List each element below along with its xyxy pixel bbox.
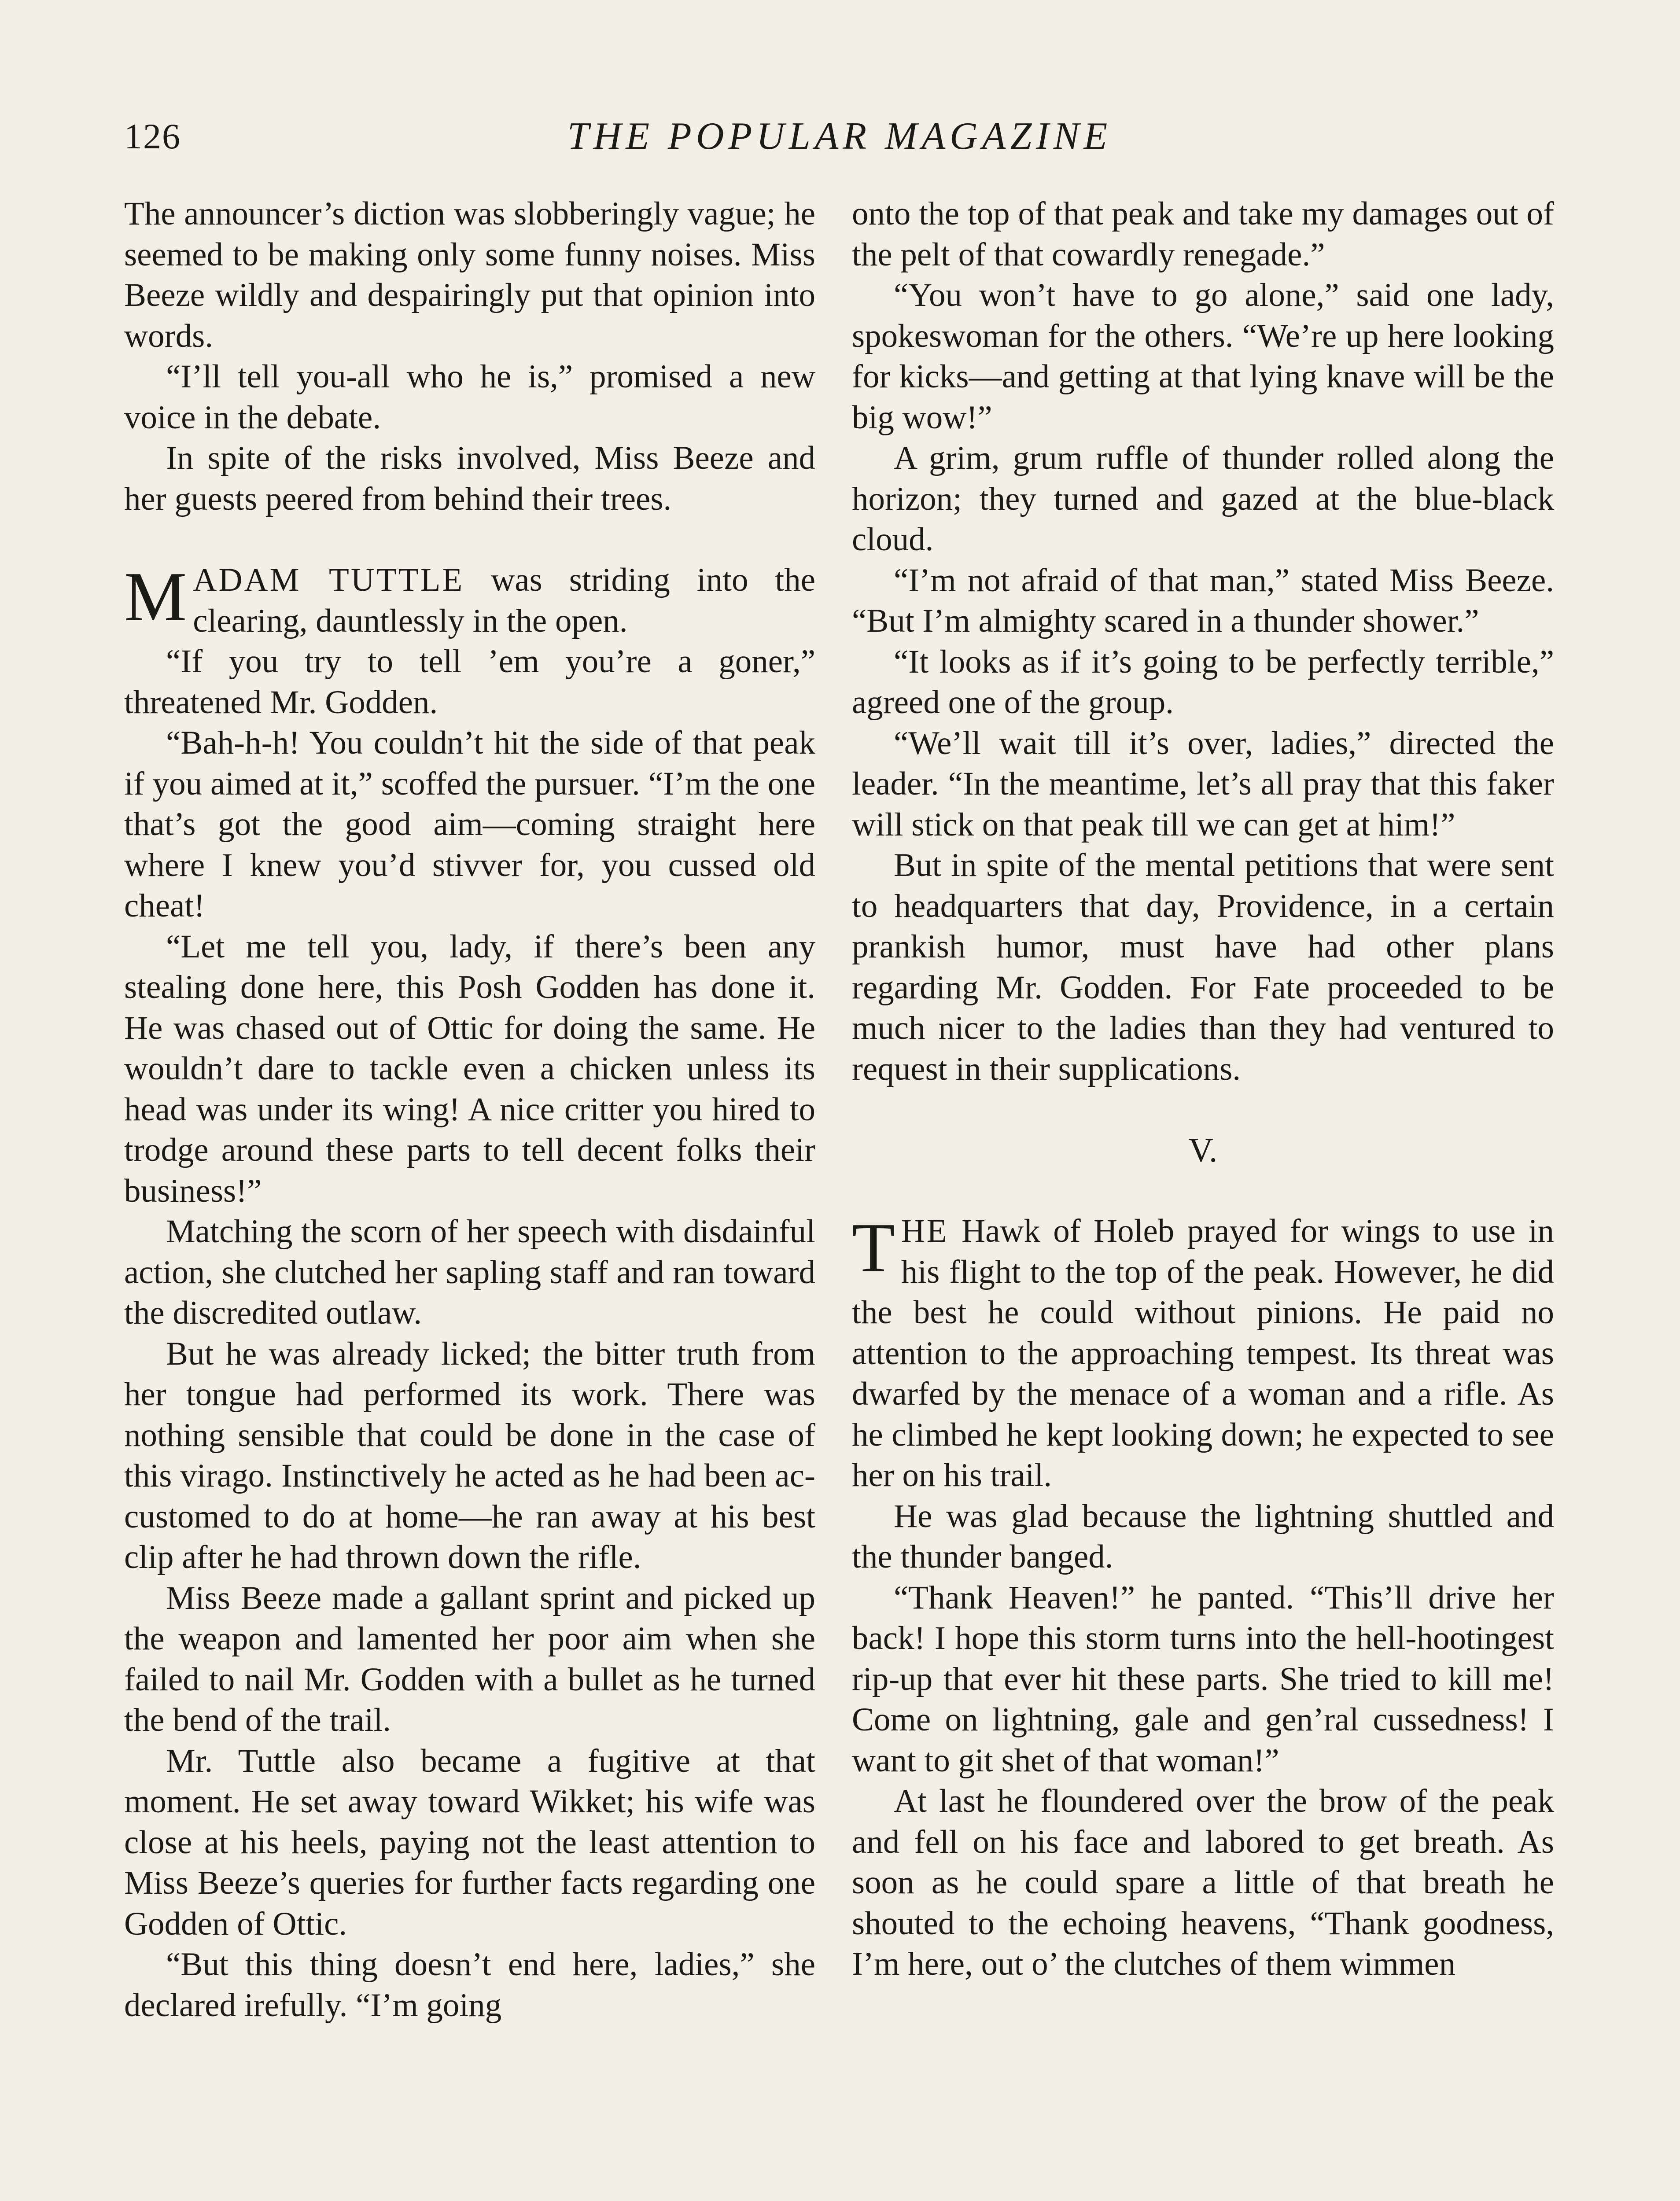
paragraph: “I’ll tell you-all who he is,” promised a new voice in the debate.: [124, 358, 815, 436]
opening-words: HE: [901, 1213, 949, 1249]
paragraph: “But this thing doesn’t end here, ladies,” she declared irefully. “I’m going: [124, 1946, 815, 2024]
paragraph: “We’ll wait till it’s over, ladies,” directed the leader. “In the meantime, let’s all pray that this faker will stick on that peak till we can get at him!”: [852, 725, 1554, 843]
paragraph: “Let me tell you, lady, if there’s been any stealing done here, this Posh Godden has done it. He was chased out of Ottic for doing the same. He wouldn’t dare to tackle even a chicken unless its head was under its wing! A nice critter you hired to trodge around these parts to tell decent folks their business!”: [124, 928, 815, 1209]
section-opening-paragraph: [124, 557, 815, 641]
opening-words: ADAM TUTTLE: [193, 562, 464, 598]
paragraph: onto the top of that peak and take my damages out of the pelt of that cowardly renegade.”: [852, 195, 1554, 273]
paragraph: Matching the scorn of her speech with disdainful action, she clutched her sapling staff and ran toward the discredited outlaw.: [124, 1213, 815, 1331]
paragraph: But in spite of the mental petitions that were sent to headquarters that day, Providence, in a certain prankish humor, must have had other plans regarding Mr. Godden. For Fate proceeded to be much nicer to the ladies than they had ventured to request in their supplications.: [852, 847, 1554, 1087]
right-column: [852, 194, 1554, 1985]
paragraph: “Bah-h-h! You couldn’t hit the side of that peak if you aimed at it,” scoffed the pursuer. “I’m the one that’s got the good aim—coming straight here where I knew you’d stivver for, you cussed old cheat!: [124, 725, 815, 924]
section-heading: V.: [1188, 1131, 1218, 1169]
paragraph: “You won’t have to go alone,” said one lady, spokeswoman for the others. “We’re up here looking for kicks—and getting at that lying knave will be the big wow!”: [852, 277, 1554, 436]
paragraph: “Thank Heaven!” he panted. “This’ll drive her back! I hope this storm turns into the hell-hootingest rip-up that ever hit these parts. She tried to kill me! Come on lightning, gale and gen’ral cussedness! I want to git shet of that woman!”: [852, 1579, 1554, 1779]
paragraph: “If you try to tell ’em you’re a goner,” threatened Mr. Godden.: [124, 643, 815, 721]
paragraph-text: was striding into the clearing, dauntlessly in the open.: [193, 562, 815, 639]
paragraph: Miss Beeze made a gallant sprint and picked up the weapon and lamented her poor aim when she failed to nail Mr. Godden with a bullet as he turned the bend of the trail.: [124, 1579, 815, 1738]
section-opening-paragraph: [852, 1208, 1554, 1496]
paragraph: In spite of the risks involved, Miss Beeze and her guests peered from behind their trees.: [124, 440, 815, 517]
paragraph-text: Hawk of Holeb prayed for wings to use in his flight to the top of the peak. However, he did the best he could without pinions. He paid no attention to the approaching tempest. Its threat was dwarfed by the menace of a woman and a rifle. As he climbed he kept looking down; he expected to see her on his trail.: [852, 1213, 1554, 1494]
page-number: 126: [124, 116, 181, 156]
paragraph: A grim, grum ruffle of thunder rolled along the horizon; they turned and gazed at the blue-black cloud.: [852, 440, 1554, 558]
page-header: [124, 110, 1555, 163]
left-column: [124, 194, 815, 2026]
paragraph: He was glad because the lightning shuttled and the thunder banged.: [852, 1498, 1554, 1575]
paragraph: “I’m not afraid of that man,” stated Miss Beeze. “But I’m almighty scared in a thunder shower.”: [852, 562, 1554, 639]
drop-cap: M: [124, 557, 187, 636]
paragraph: Mr. Tuttle also became a fugitive at that moment. He set away toward Wikket; his wife was close at his heels, paying not the least attention to Miss Beeze’s queries for further facts regarding one Godden of Ottic.: [124, 1742, 815, 1942]
drop-cap: T: [852, 1208, 895, 1287]
paragraph: But he was already licked; the bitter truth from her tongue had performed its work. There was nothing sensible that could be done in the case of this virago. Instinctively he acted as he had been accustomed to do at home—he ran away at his best clip after he had thrown down the rifle.: [124, 1335, 815, 1575]
running-title: THE POPULAR MAGAZINE: [567, 115, 1112, 158]
paragraph: “It looks as if it’s going to be perfectly terrible,” agreed one of the group.: [852, 643, 1554, 721]
paragraph: At last he floundered over the brow of the peak and fell on his face and labored to get breath. As soon as he could spare a little of that breath he shouted to the echoing heavens, “Thank goodness, I’m here, out o’ the clutches of them wimmen: [852, 1783, 1554, 1982]
paragraph: The announcer’s diction was slobberingly vague; he seemed to be making only some funny noises. Miss Beeze wildly and despairingly put that opinion into words.: [124, 195, 815, 354]
